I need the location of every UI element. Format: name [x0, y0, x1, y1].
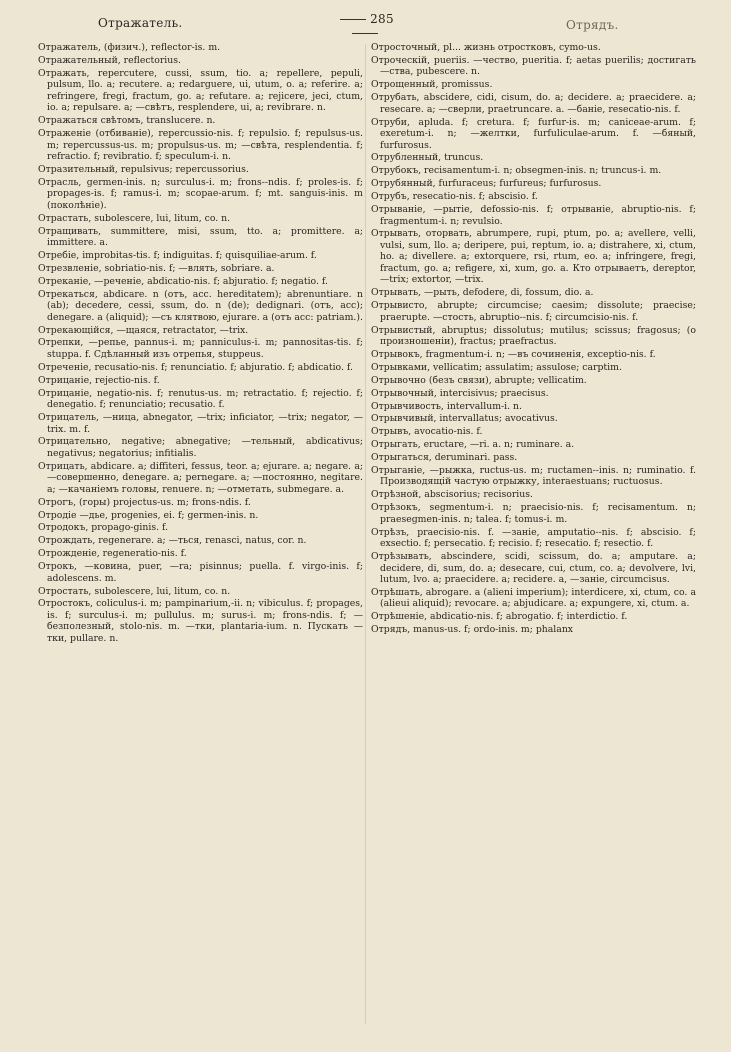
dictionary-entry: Отреченіе, recusatio-nis. f; renunciatio. f; abjuratio. f; abdicatio. f.	[38, 361, 353, 373]
dictionary-entry: Отрекающійся, —щаяся, retractator, —trix.	[38, 324, 249, 336]
dictionary-entry: Отрѣзъ, praecisio-nis. f. —заніе, amputatio--nis. f; abscisio. f; exsectio. f; persecatio. f; recisio. f; resecatio. f; resectio. f.	[371, 526, 696, 550]
running-header	[0, 12, 731, 34]
dictionary-entry: Отрывками, vellicatim; assulatim; assulose; carptim.	[371, 361, 622, 373]
dictionary-entry: Отрывистый, abruptus; dissolutus; mutilus; scissus; fragosus; (о произношеніи), fractus; praefractus.	[371, 324, 696, 348]
dictionary-entry: Отрезвленіе, sobriatio-nis. f; —влять, sobriare. a.	[38, 262, 275, 274]
dictionary-entry: Отрывисто, abrupte; circumcise; caesim; dissolute; praecise; praerupte. —стость, abruptio--nis. f; circumcisio-nis. f.	[371, 300, 696, 323]
dictionary-entry: Отрогъ, (горы) projectus-us. m; frons-ndis. f.	[38, 496, 251, 508]
dictionary-entry: Отражаться свѣтомъ, translucere. n.	[38, 115, 216, 127]
dictionary-entry: Отруби, apluda. f; cretura. f; furfur-is. m; caniceae-arum. f; exeretum-i. n; —желтки, furfuliculae-arum. f. —бяный, furfurosus.	[371, 116, 696, 151]
dictionary-entry: Отрощенный, promissus.	[371, 79, 493, 91]
column-divider	[365, 44, 366, 1024]
dictionary-entry: Отросточный, pl... жизнь отростковъ, cymo-us.	[371, 42, 601, 53]
dictionary-entry: Отрѣзокъ, segmentum-i. n; praecisio-nis. f; recisamentum. n; praesegmen-inis. n; talea. f; tomus-i. m.	[371, 502, 696, 525]
dictionary-entry: Отрицать, abdicare. a; diffiteri, fessus, teor. a; ejurare. a; negare. a; —совершенно, denegare. a; pernegare. a; —постоянно, negitare. a; —качаніемъ головы, renuere. n; —отметать, submegare. a.	[38, 460, 363, 495]
dictionary-entry: Отрывъ, avocatio-nis. f.	[371, 426, 483, 438]
dictionary-entry: Отрядъ, manus-us. f; ordo-inis. m; phalanx	[371, 624, 574, 636]
left-column	[38, 42, 363, 646]
dictionary-entry: Отрѣшать, abrogare. a (alieni imperium); interdicere, xi, ctum, co. a (alieui aliquid); revocare. a; abjudicare. a; expungere, xi, ctum. a.	[371, 586, 696, 610]
dictionary-entry: Отрыгаться, deruminari. pass.	[371, 452, 518, 464]
header-right-word: Отрядъ.	[566, 18, 619, 32]
dictionary-entry: Отрыгать, eructare, —ri. a. n; ruminare. a.	[371, 439, 575, 451]
dictionary-entry: Отрывокъ, fragmentum-i. n; —въ сочиненія, exceptio-nis. f.	[371, 348, 656, 360]
dictionary-entry: Отрубъ, resecatio-nis. f; abscisio. f.	[371, 191, 538, 203]
dictionary-entry: Отрѣзной, abscisorius; recisorius.	[371, 489, 533, 501]
dictionary-entry: Отродокъ, propago-ginis. f.	[38, 522, 169, 534]
dictionary-entry: Отрицаніе, rejectio-nis. f.	[38, 374, 160, 386]
right-column	[371, 42, 696, 637]
dictionary-entry: Отражательный, reflectorius.	[38, 54, 181, 66]
dictionary-entry: Отрицательно, negative; abnegative; —тельный, abdicativus; negativus; negatorius; infitialis.	[38, 436, 363, 459]
dictionary-entry: Отрубянный, furfuraceus; furfureus; furfurosus.	[371, 178, 602, 190]
dictionary-entry: Отрасль, germen-inis. n; surculus-i. m; frons--ndis. f; proles-is. f; propages-is. f; ramus-i. m; scopae-arum. f; mt. sanguis-inis. m (поколѣніе).	[38, 176, 363, 211]
dictionary-entry: Отрывочный, intercisivus; praecisus.	[371, 387, 549, 399]
dictionary-entry: Отродіе —дье, progenies, ei. f; germen-inis. n.	[38, 509, 259, 521]
dictionary-entry: Отрекаться, abdicare. n (отъ, acc. hereditatem); abrenuntiare. n (ab); decedere, cessi, ssum, do. n (de); dedignari. (отъ, acc); denegare. a (aliquid); —съ клятвою, ejurare. a (отъ acc: patriam.).	[38, 288, 363, 323]
dictionary-entry: Отрубокъ, recisamentum-i. n; obsegmen-inis. n; truncus-i. m.	[371, 165, 662, 177]
dictionary-entry: Отрождать, regenerare. a; —ться, renasci, natus, cor. n.	[38, 535, 307, 547]
dictionary-entry: Отреканіе, —реченіе, abdicatio-nis. f; abjuratio. f; negatio. f.	[38, 275, 328, 287]
dictionary-entry: Отражать, repercutere, cussi, ssum, tio. a; repellere, pepuli, pulsum, llo. a; recutere. a; redarguere, ui, utum, o. a; referire. a; refringere, fregi, fractum, go. a; refutare. a; rejicere, jeci, ctum, io. a; repulsare. a; —свѣтъ, resplendere, ui, a; revibrare. n.	[38, 67, 363, 114]
dictionary-entry: Отрубленный, truncus.	[371, 152, 484, 164]
dictionary-entry: Отрываніе, —рытіе, defossio-nis. f; отрываніе, abruptio-nis. f; fragmentum-i. n; revulsio.	[371, 204, 696, 227]
dictionary-entry: Отрывочно (безъ связи), abrupte; vellicatim.	[371, 374, 587, 386]
dictionary-entry: Отрѣшеніе, abdicatio-nis. f; abrogatio. f; interdictio. f.	[371, 611, 628, 623]
dictionary-entry: Отрицаніе, negatio-nis. f; renutus-us. m; retractatio. f; rejectio. f; denegatio. f; renunciatio; recusatio. f.	[38, 387, 363, 411]
dictionary-entry: Отрыганіе, —рыжка, ructus-us. m; ructamen--inis. n; ruminatio. f. Производящій частую отрыжку, interaestuans; ructuosus.	[371, 464, 696, 488]
dictionary-entry: Отрѣзывать, abscindere, scidi, scissum, do. a; amputare. a; decidere, di, sum, do. a; desecare, cui, ctum, co. a; devolvere, lvi, lutum, lvo. a; praecidere. a; recidere. a, —заніе, circumcisus.	[371, 551, 696, 586]
dictionary-entry: Отрепки, —репье, pannus-i. m; panniculus-i. m; pannositas-tis. f; stuppa. f. Сдѣланный изъ отрепья, stuppeus.	[38, 337, 363, 360]
dictionary-entry: Отражатель, (физич.), reflector-is. m.	[38, 42, 221, 53]
dictionary-entry: Отраженіе (отбиваніе), repercussio-nis. f; repulsio. f; repulsus-us. m; repercussus-us. m; propulsus-us. m; —свѣта, resplendentia. f; refractio. f; revibratio. f; speculum-i. n.	[38, 128, 363, 163]
dictionary-entry: Отрывать, оторвать, abrumpere, rupi, ptum, po. a; avellere, velli, vulsi, sum, llo. a; deripere, pui, reptum, io. a; distrahere, xi, ctum, ho. a; divellere. a; extorquere, rsi, rtum, eo. a; infringere, fregi, fractum, go. a; refigere, xi, xum, go. a. Кто отрываетъ, dereptor, —trix; extortor, —trix.	[371, 228, 696, 286]
header-left-word: Отражатель.	[98, 16, 183, 30]
dictionary-entry: Отростать, subolescere, lui, litum, co. n.	[38, 585, 231, 597]
dictionary-entry: Отрубать, abscidere, cidi, cisum, do. a; decidere. a; praecidere. a; resecare. a; —сверли, praetruncare. a. —баніе, resecatio-nis. f.	[371, 92, 696, 115]
dictionary-entry: Отрывчивый, intervallatus; avocativus.	[371, 413, 558, 425]
dictionary-entry: Отрокъ, —ковина, puer, —ra; pisinnus; puella. f. virgo-inis. f; adolescens. m.	[38, 561, 363, 584]
dictionary-entry: Отрывать, —рыть, defodere, di, fossum, dio. a.	[371, 287, 594, 299]
dictionary-entry: Отрастать, subolescere, lui, litum, co. n.	[38, 212, 231, 224]
page-number: 285	[320, 12, 410, 40]
dictionary-entry: Отрожденіе, regeneratio-nis. f.	[38, 548, 187, 560]
dictionary-entry: Отребіе, improbitas-tis. f; indiguitas. f; quisquiliae-arum. f.	[38, 250, 317, 262]
dictionary-entry: Отроческій, pueriis. —чество, pueritia. f; aetas puerilis; достигать —ства, pubescere. n.	[371, 54, 696, 78]
dictionary-entry: Отразительный, repulsivus; repercussorius.	[38, 163, 249, 175]
dictionary-entry: Отращивать, summittere, misi, ssum, tto. a; promittere. a; immittere. a.	[38, 225, 363, 249]
dictionary-entry: Отрицатель, —ница, abnegator, —trix; inficiator, —trix; negator, —trix. m. f.	[38, 412, 363, 435]
dictionary-entry: Отрывчивость, intervallum-i. n.	[371, 400, 523, 412]
dictionary-entry: Отростокъ, coliculus-i. m; pampinarium,-ii. n; vibiculus. f; propages, is. f; surculus-i. m; pullulus. m; surus-i. m; frons-ndis. f; —безполезный, stolo-nis. m. —тки, plantaria-ium. n. Пускать —тки, pullare. n.	[38, 598, 363, 644]
